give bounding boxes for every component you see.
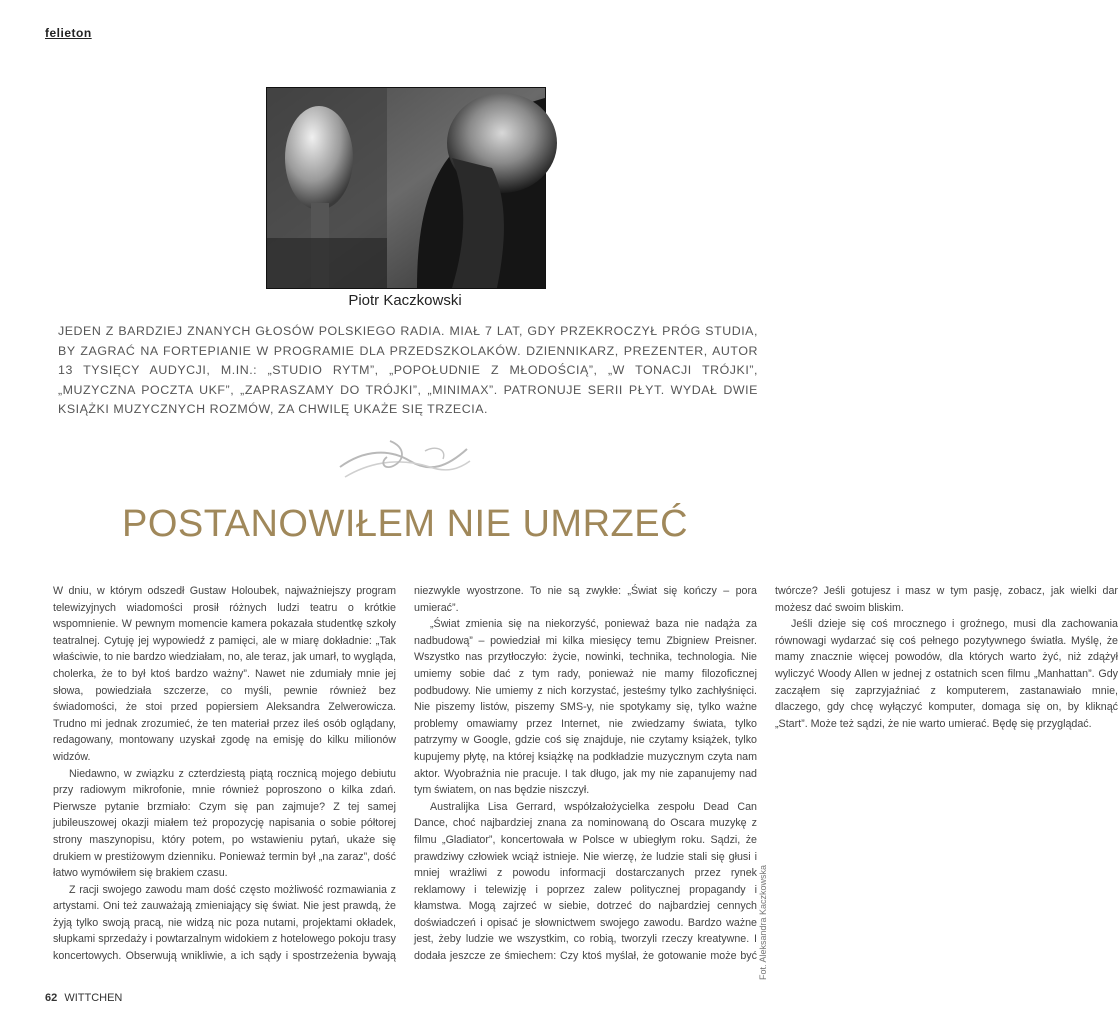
lead-paragraph: JEDEN Z BARDZIEJ ZNANYCH GŁOSÓW POLSKIEGO RADIA. MIAŁ 7 LAT, GDY PRZEKROCZYŁ PRÓG STUDIA, BY ZAGRAĆ NA FORTEPIANIE W PROGRAMIE DLA PRZEDSZKOLAKÓW. DZIENNIKARZ, PREZENTER, AUTOR 13 TYSIĘCY AUDYCJI, M.IN.: „STUDIO RYTM”, „POPOŁUDNIE Z MŁODOŚCIĄ”, „W TONACJI TRÓJKI”, „MUZYCZNA POCZTA UKF”, „ZAPRASZAMY DO TRÓJKI”, „MINIMAX”. PATRONUJE SERII PŁYT. WYDAŁ DWIE KSIĄŻKI MUZYCZNYCH ROZMÓW, ZA CHWILĘ UKAŻE SIĘ TRZECIA. — [58, 324, 758, 416]
body-paragraph: „Świat zmienia się na niekorzyść, ponieważ baza nie nadąża za nadbudową” – powiedział mi kilka miesięcy temu Zbigniew Preisner. Wszystko nas przytłoczyło: życie, nowinki, technika, technologia. Nie umiemy sobie dać z tym rady, ponieważ nie mamy filozoficznej podbudowy. Nie umiemy z nich korzystać, jesteśmy tylko zachłyśnięci. Nie piszemy listów, piszemy SMS-y, nie spotykamy się, tylko ważne problemy omawiamy przez Internet, nie zwiedzamy świata, tylko patrzymy w Google, gdzie coś się znajduje, nie czytamy książek, tylko kupujemy płytę, na której książkę na podkładzie muzycznym czyta nam aktor. Wyobraźnia nie pracuje. I tak długo, jak my nie zapanujemy nad tym światem, on nas będzie niszczył. — [414, 618, 757, 797]
page-number: 62 — [45, 992, 58, 1004]
portrait-photo — [266, 87, 546, 289]
article-headline: POSTANOWIŁEM NIE UMRZEĆ — [121, 503, 689, 545]
magazine-name: WITTCHEN — [64, 992, 123, 1004]
body-paragraph: Australijka Lisa Gerrard, współzałożycielka zespołu Dead Can Dance, choć najbardziej znana za nominowaną do Oscara muzykę z filmu „Gladiator”, koncertowała w Polsce w ubiegłym roku. Sądzi, że prawdziwy człowiek wciąż istnieje. Nie wierzę, że ludzie stali się głusi i mniej wrażliwi z powodu informacji dostarczanych przez rynek reklamowy i telewizję i poprzez zalew politycznej propagandy i kłamstwa. Mogą zajrzeć w siebie, dotrzeć do najbardziej cennych doświadczeń i opisać je słownictwem swojego zawodu. Bardzo ważne jest, żeby ludzie we wszystkim, co robią, tworzyli rzeczy kreatywne. I dodała jeszcze ze śmiechem: Czy ktoś myślał, że gotowanie może być twórcze? Jeśli gotujesz i masz w tym pasję, zobacz, jak wielki dar możesz dać swoim bliskim. — [414, 585, 1118, 963]
photo-caption: Piotr Kaczkowski — [348, 292, 462, 309]
photo-illustration — [267, 88, 545, 288]
section-label: felieton — [45, 26, 92, 40]
body-paragraph: W dniu, w którym odszedł Gustaw Holoubek, najważniejszy program telewizyjnych wiadomości prosił różnych ludzi teatru o krótkie wspomnienie. W pewnym momencie kamera pokazała studentkę szkoły teatralnej. Cytuję jej wypowiedź z pamięci, ale w miarę dokładnie: „Tak właściwie, to nie bardzo wiedziałam, no, ale teraz, jak umarł, to wygląda, cholerka, że to był ktoś bardzo ważny”. Nawet nie zdumiały mnie jej słowa, powiedziała szczerze, co myśli, pewnie również bez świadomości, że stoi przed popiersiem Aleksandra Zelwerowicza. Trudno mi jednak zrozumieć, że ten materiał przez ileś osób oglądany, redagowany, montowany uzyskał zgodę na emisję do kilku milionów widzów. — [53, 585, 396, 763]
flourish-ornament — [335, 437, 475, 485]
page-footer — [45, 992, 122, 1004]
body-paragraph: Z racji swojego zawodu mam dość często możliwość rozmawiania z artystami. Oni też zauważają zmieniający się świat. Nie jest prawdą, że żyją tylko swoją pracą, nie widzą nic poza nutami, projektami okładek, słupkami sprzedaży i powtarzalnym widokiem z hotelowego pokoju trasy koncertowych. Obserwują wnikliwie, a ich sądy i spostrzeżenia bywają niezwykle wyostrzone. To nie są zwykłe: „Świat się kończy – pora umierać”. — [53, 585, 757, 963]
photo-credit: Fot. Aleksandra Kaczkowska — [758, 864, 768, 980]
body-paragraph: Jeśli dzieje się coś mrocznego i groźnego, musi dla zachowania równowagi wydarzać się coś pełnego pozytywnego światła. Myślę, że mamy znacznie więcej powodów, dla których warto żyć, niż zdążył wyliczyć Woody Allen w jednej z ostatnich scen filmu „Manhattan”. Gdy zacząłem się zaprzyjaźniać z komputerem, zastanawiało mnie, dlaczego, gdy chcę wyłączyć komputer, domaga się on, by kliknąć „Start”. Może też sądzi, że nie warto umierać. Będę się przyglądać. — [775, 618, 1118, 730]
body-paragraph: Niedawno, w związku z czterdziestą piątą rocznicą mojego debiutu przy radiowym mikrofonie, mnie również poproszono o kilka zdań. Pierwsze pytanie brzmiało: Czym się pan zajmuje? Z tej samej jubileuszowej okazji miałem też propozycję napisania o sobie półtorej strony maszynopisu, który potem, po wstawieniu pytań, ukaże się drukiem w prestiżowym dzienniku. Ponieważ termin był „na zaraz”, dość łatwo wymówiłem się brakiem czasu. — [53, 767, 396, 880]
